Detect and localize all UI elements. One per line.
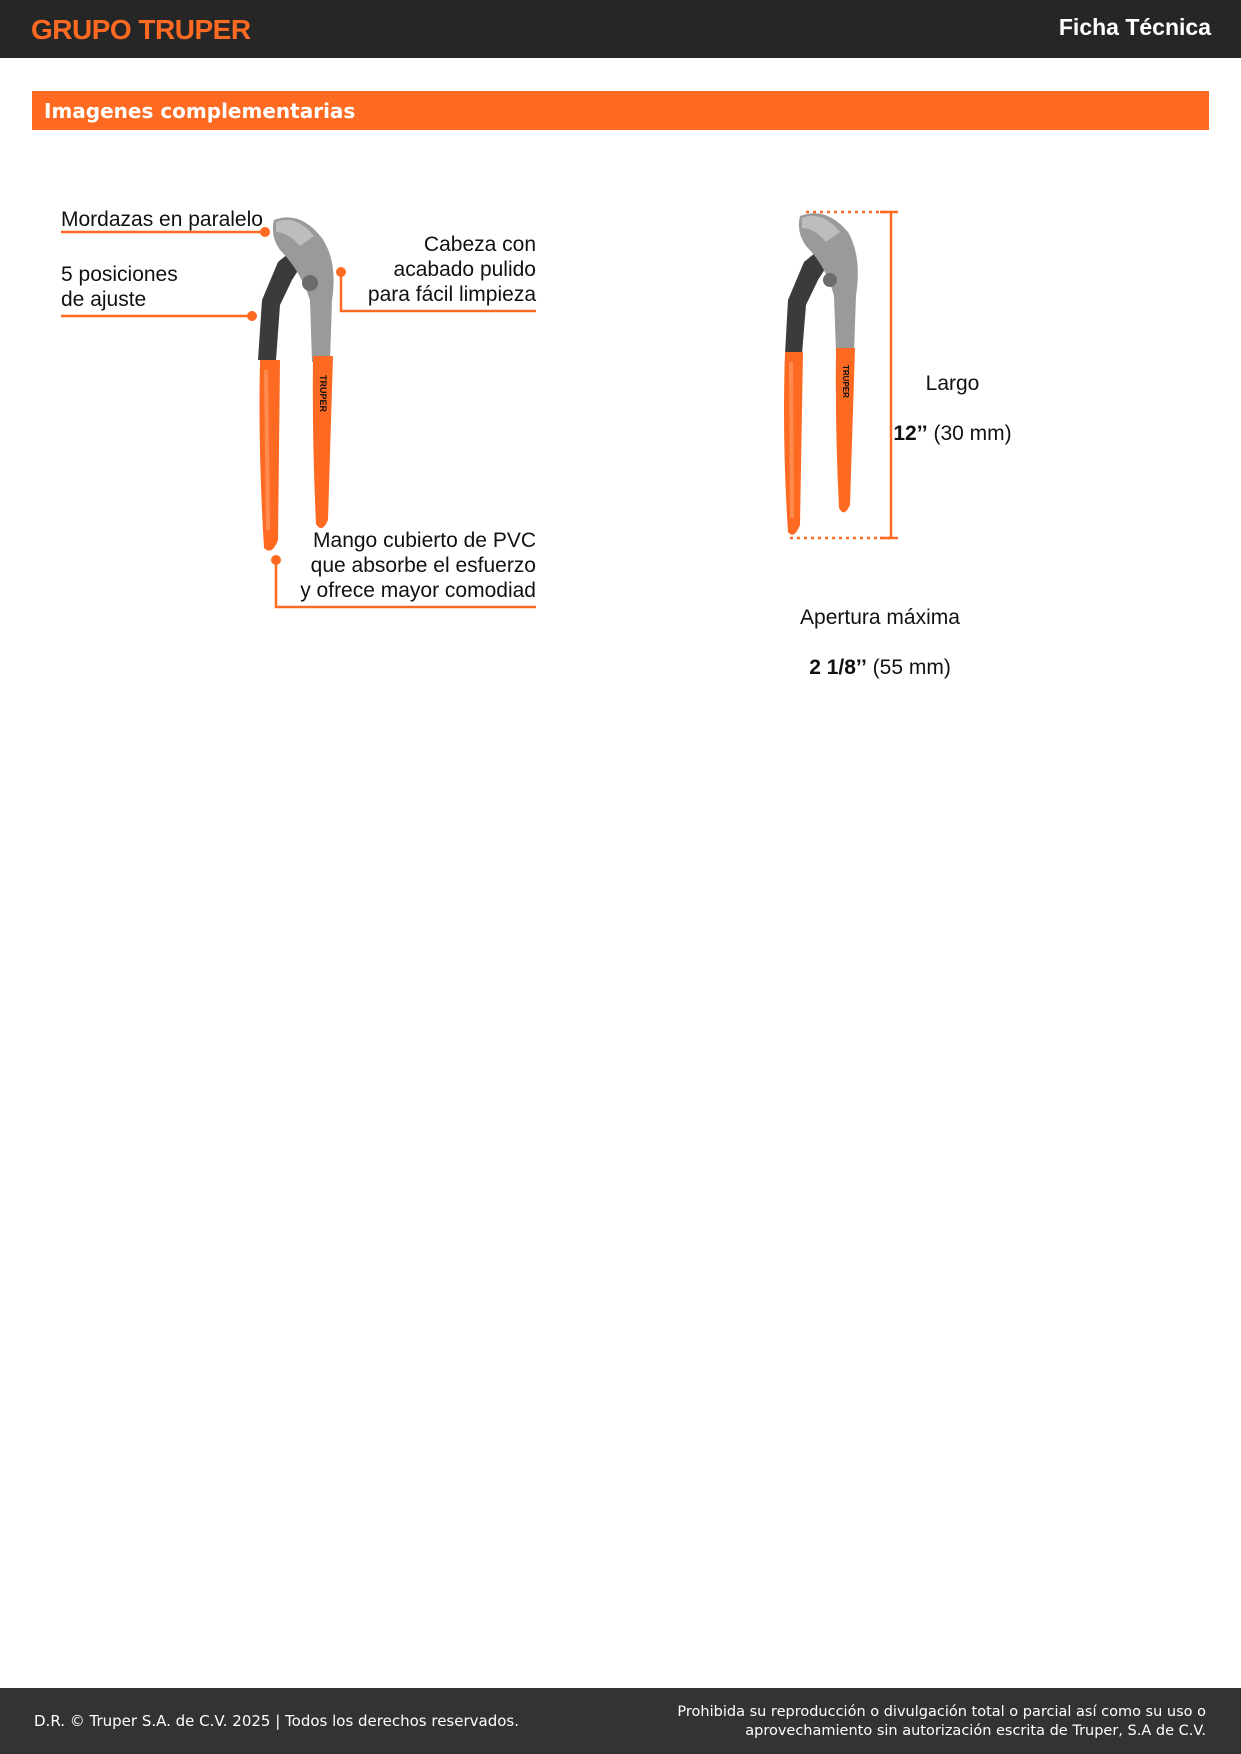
opening-metric: (55 mm)	[872, 656, 951, 679]
length-metric: (30 mm)	[933, 422, 1012, 445]
opening-values	[760, 655, 1000, 680]
opening-dimension	[760, 580, 1000, 705]
length-values	[880, 421, 1025, 446]
footer-bar	[0, 1688, 1241, 1754]
length-dimension	[880, 346, 1025, 471]
opening-label: Apertura máxima	[800, 606, 960, 629]
footer-notice: Prohibida su reproducción o divulgación total o parcial así como su uso o aprovechamiento sin autorización escrita de Truper, S.A de C.V.	[677, 1704, 1206, 1739]
length-value: 12’’	[893, 422, 928, 445]
opening-value: 2 1/8’’	[809, 656, 867, 679]
length-label: Largo	[925, 372, 980, 395]
section-title: Imagenes complementarias	[44, 99, 356, 123]
document-title: Ficha Técnica	[1058, 14, 1211, 40]
callout-polished-head: Cabeza con acabado pulido para fácil limpieza	[367, 233, 536, 306]
brand-logo: GRUPO TRUPER	[31, 14, 251, 45]
footer-copyright: D.R. © Truper S.A. de C.V. 2025 | Todos los derechos reservados.	[34, 1712, 519, 1730]
callout-pvc-handle: Mango cubierto de PVC que absorbe el esfuerzo y ofrece mayor comodiad	[300, 529, 536, 602]
truper-marking-1: TRUPER	[318, 375, 328, 413]
callout-jaws: Mordazas en paralelo	[61, 208, 263, 231]
callout-adjust-positions: 5 posiciones de ajuste	[61, 263, 178, 311]
truper-marking-2: TRUPER	[841, 365, 850, 398]
